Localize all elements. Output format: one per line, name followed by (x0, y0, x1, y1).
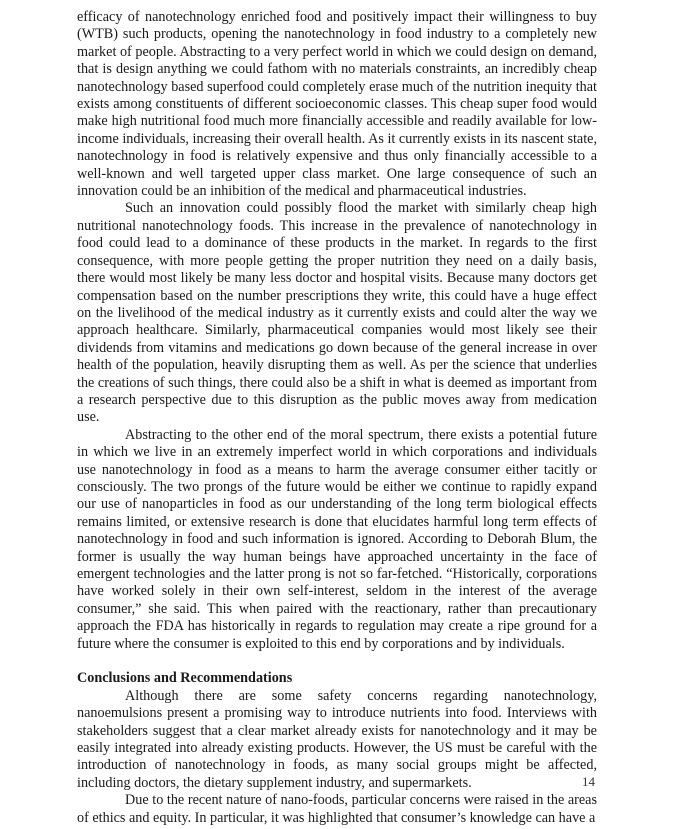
document-page (77, 9, 597, 827)
paragraph-imperfect-world: Abstracting to the other end of the moral spectrum, there exists a potential future in which we live in an extremely imperfect world in which corporations and individuals use nanotechnology in food as a means to harm the average consumer either tacitly or consciously. The two prongs of the future would be either we continue to rapidly expand our use of nanoparticles in food as our understanding of the long term biological effects remains limited, or extensive research is done that elucidates harmful long term effects of nanotechnology in food and such information is ignored. According to Deborah Blum, the former is usually the way human beings have approached uncertainty in the face of emergent technologies and the latter prong is not so far-fetched. “Historically, corporations have worked solely in their own self-interest, seldom in the interest of the average consumer,” she said. This when paired with the reactionary, rather than precautionary approach the FDA has historically in regards to regulation may create a ripe ground for a future where the consumer is exploited to this end by corporations and by individuals. (77, 426, 597, 652)
section-heading-conclusions: Conclusions and Recommendations (77, 670, 293, 687)
paragraph-safety-concerns: Although there are some safety concerns regarding nanotechnology, nanoemulsions present a promising way to introduce nutrients into food. Interviews with stakeholders suggest that a clear market already exists for nanotechnology and it may be easily integrated into already existing products. However, the US must be careful with the introduction of nanotechnology in foods, as many social groups might be affected, including doctors, the dietary supplement industry, and supermarkets. (77, 687, 597, 791)
paragraph-ethics-equity: Due to the recent nature of nano-foods, particular concerns were raised in the areas of ethics and equity. In particular, it was highlighted that consumer’s knowledge can have a (77, 792, 597, 826)
paragraph-innovation-flood-market: Such an innovation could possibly flood the market with similarly cheap high nutritional nanotechnology foods. This increase in the prevalence of nanotechnology in food could lead to a dominance of these products in the market. In regards to the first consequence, with more people getting the proper nutrition they need on a daily basis, there would most likely be many less doctor and hospital visits. Because many doctors get compensation based on the number prescriptions they write, this could have a huge effect on the livelihood of the medical industry as it currently exists and could alter the way we approach healthcare. Similarly, pharmaceutical companies would most likely see their dividends from vitamins and medications go down because of the general increase in over health of the population, heavily disrupting them as well. As per the science that underlies the creations of such things, there could also be a shift in what is deemed as important from a research perspective due to this disruption as the public moves away from medication use. (77, 200, 597, 426)
paragraph-wtb-abstracting-perfect-world: efficacy of nanotechnology enriched food and positively impact their willingness to buy (WTB) such products, opening the nanotechnology in food industry to a completely new market of people. Abstracting to a very perfect world in which we could design on demand, that is design anything we could fathom with no materials constraints, an incredibly cheap nanotechnology based superfood could completely erase much of the nutrition inequity that exists among constituents of different socioeconomic classes. This cheap super food would make high nutritional food much more financially accessible and readily available for low-income individuals, increasing their overall health. As it currently exists in its nascent state, nanotechnology in food is relatively expensive and thus only financially accessible to a well-known and well targeted upper class market. One large consequence of such an innovation could be an inhibition of the medical and pharmaceutical industries. (77, 9, 597, 200)
page-number: 14 (582, 774, 595, 789)
